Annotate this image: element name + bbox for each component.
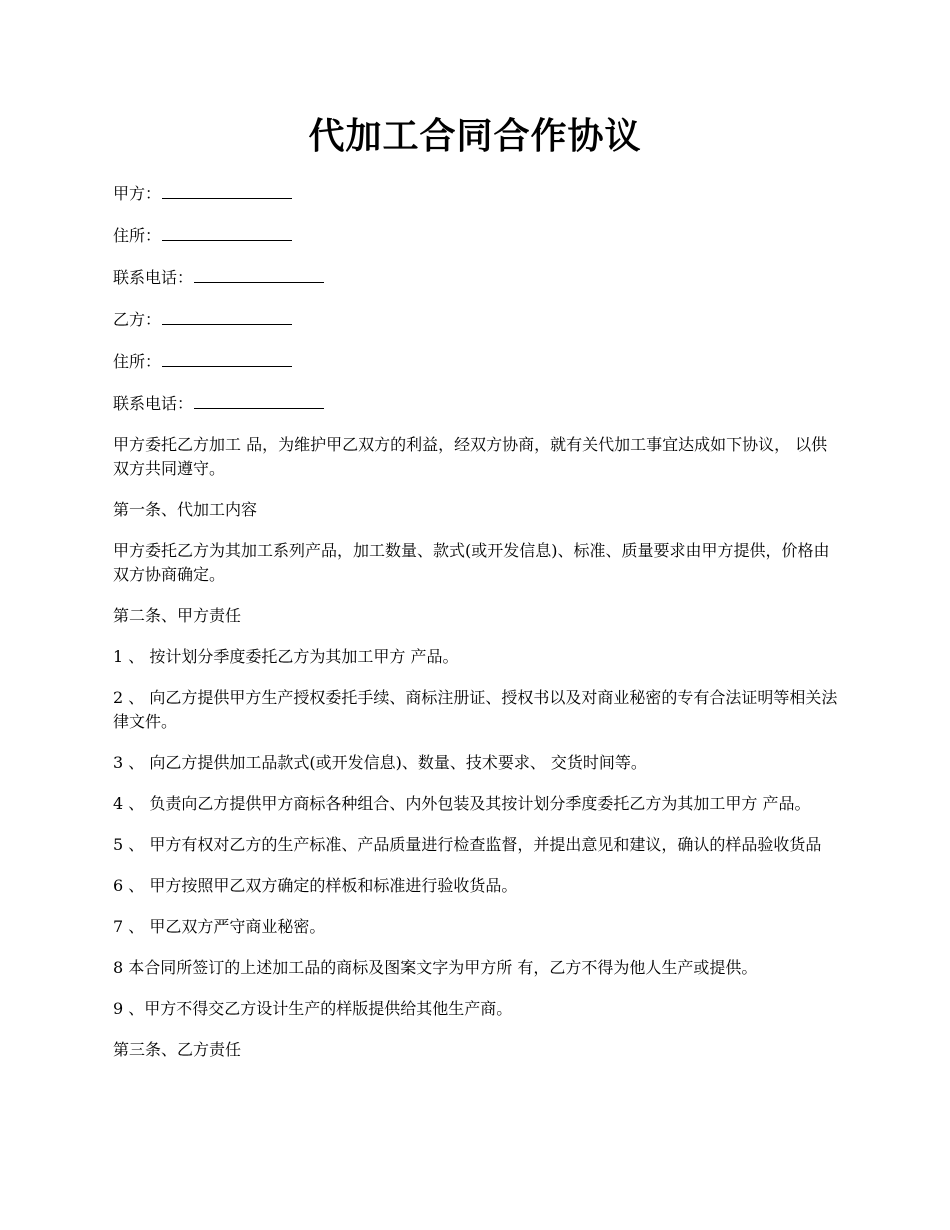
list-item: 3 、 向乙方提供加工品款式(或开发信息)、数量、技术要求、 交货时间等。 xyxy=(113,753,647,772)
list-item: 6 、 甲方按照甲乙双方确定的样板和标准进行验收货品。 xyxy=(113,876,518,895)
list-item: 7 、 甲乙双方严守商业秘密。 xyxy=(113,917,326,936)
blank-line xyxy=(162,349,292,367)
party-b-phone-field xyxy=(113,391,838,416)
party-b-field xyxy=(113,307,838,332)
field-label: 甲方： xyxy=(113,184,162,203)
blank-line xyxy=(162,181,292,199)
party-b-address-field xyxy=(113,349,838,374)
list-item: 8 本合同所签订的上述加工品的商标及图案文字为甲方所 有，乙方不得为他人生产或提供。 xyxy=(113,958,758,977)
blank-line xyxy=(162,307,292,325)
document-body xyxy=(113,181,838,1079)
list-item: 4 、 负责向乙方提供甲方商标各种组合、内外包装及其按计划分季度委托乙方为其加工甲方 产品。 xyxy=(113,794,811,813)
section-heading: 第一条、代加工内容 xyxy=(113,500,258,519)
field-label: 住所： xyxy=(113,226,162,245)
list-item: 5 、 甲方有权对乙方的生产标准、产品质量进行检查监督，并提出意见和建议，确认的样品验收货品 xyxy=(113,835,822,854)
preamble-paragraph: 甲方委托乙方加工 品，为维护甲乙双方的利益，经双方协商，就有关代加工事宜达成如下协议， 以供双方共同遵守。 xyxy=(113,435,828,478)
section-heading: 第二条、甲方责任 xyxy=(113,606,242,625)
section-heading: 第三条、乙方责任 xyxy=(113,1040,242,1059)
party-a-phone-field xyxy=(113,265,838,290)
blank-line xyxy=(194,391,324,409)
list-item: 9 、甲方不得交乙方设计生产的样版提供给其他生产商。 xyxy=(113,999,513,1018)
field-label: 乙方： xyxy=(113,310,162,329)
field-label: 联系电话： xyxy=(113,268,194,287)
blank-line xyxy=(162,223,292,241)
list-item: 1 、 按计划分季度委托乙方为其加工甲方 产品。 xyxy=(113,647,459,666)
body-paragraph: 甲方委托乙方为其加工系列产品，加工数量、款式(或开发信息)、标准、质量要求由甲方提供，价格由双方协商确定。 xyxy=(113,541,830,584)
field-label: 住所： xyxy=(113,352,162,371)
blank-line xyxy=(194,265,324,283)
party-a-address-field xyxy=(113,223,838,248)
field-label: 联系电话： xyxy=(113,394,194,413)
list-item: 2 、 向乙方提供甲方生产授权委托手续、商标注册证、授权书以及对商业秘密的专有合法证明等相关法律文件。 xyxy=(113,688,838,731)
party-a-field xyxy=(113,181,838,206)
document-title: 代加工合同合作协议 xyxy=(308,115,642,157)
